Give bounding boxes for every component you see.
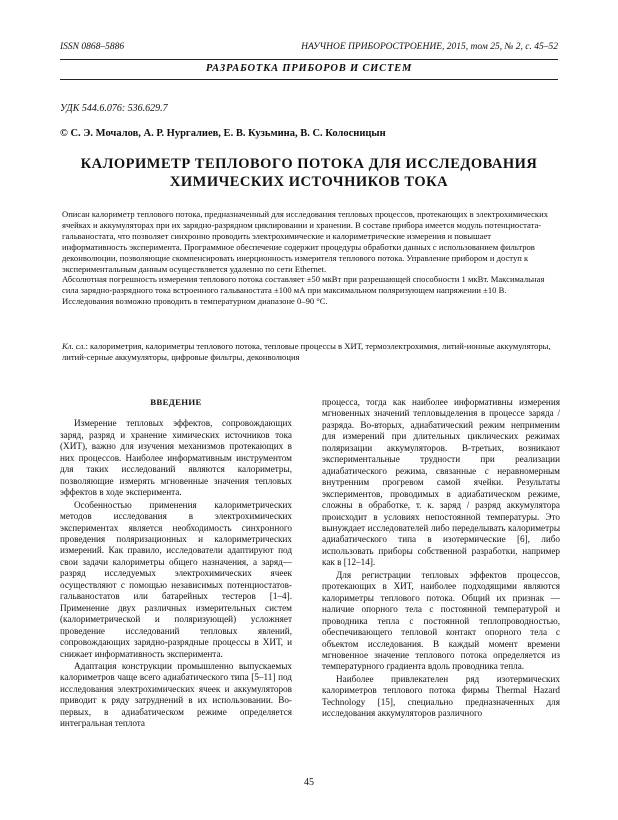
paper-title bbox=[60, 155, 558, 191]
udk-code: УДК 544.6.076: 536.629.7 bbox=[60, 103, 168, 114]
body-paragraph: Наиболее привлекателен ряд изотермических калориметров теплового потока фирмы Thermal Hazard Technology [15], специально предназначенных для исследования аккумуляторов различного bbox=[322, 673, 560, 719]
section-title: РАЗРАБОТКА ПРИБОРОВ И СИСТЕМ bbox=[205, 63, 413, 74]
right-column bbox=[322, 397, 560, 721]
keywords bbox=[62, 341, 558, 363]
title-line: КАЛОРИМЕТР ТЕПЛОВОГО ПОТОКА ДЛЯ ИССЛЕДОВАНИЯ bbox=[80, 156, 538, 172]
abstract-paragraph: Абсолютная погрешность измерения теплового потока составляет ±50 мкВт при разрешающей способности 1 мкВт. Максимальная сила зарядно-разрядного тока встроенного гальваностата ±100 мА при максимальном поляризующем напряжении ±10 В. Исследования возможно проводить в температурном диапазоне 0–90 °С. bbox=[62, 274, 545, 307]
page-number: 45 bbox=[304, 777, 314, 788]
body-paragraph: Особенностью применения калориметрических методов исследования в электрохимических экспериментах является необходимость синхронного проведения поляризационных и калориметрических измерений. Как правило, исследователи адаптируют под свои задачи калориметры общего назначения, а заряд—разряд исследуемых электрохимических ячеек осуществляют с помощью независимых потенциостатов-гальваностатов или батарейных тестеров [1–4]. Применение двух различных измерительных систем (калориметрической и поляризующей) усложняет проведение исследований тепловых явлений, сопровождающих зарядно-разрядные процессы в ХИТ, и снижает информативность эксперимента. bbox=[60, 499, 292, 659]
left-column bbox=[60, 397, 292, 731]
body-paragraph: Для регистрации тепловых эффектов процессов, протекающих в ХИТ, наиболее подходящими являются калориметры теплового потока. Общий их признак — наличие опорного тела с постоянной температурой и проводника тепла с постоянной теплопроводностью, обеспечивающего тепловой контакт опорного тела с объектом исследования. В каждый момент времени мгновенное значение теплового потока определяется из температурного градиента вдоль проводника тепла. bbox=[322, 569, 560, 672]
keywords-text: : калориметрия, калориметры теплового потока, тепловые процессы в ХИТ, термоэлектрохимия, литий-ионные аккумуляторы, литий-серные аккумуляторы, цифровые фильтры, деконволюция bbox=[62, 341, 551, 362]
authors: © С. Э. Мочалов, А. Р. Нургалиев, Е. В. Кузьмина, В. С. Колосницын bbox=[60, 128, 386, 139]
abstract bbox=[62, 209, 558, 307]
header-rule-top bbox=[60, 59, 558, 60]
title-line: ХИМИЧЕСКИХ ИСТОЧНИКОВ ТОКА bbox=[169, 174, 449, 190]
keywords-label: Кл. сл. bbox=[62, 341, 86, 351]
section-heading: ВВЕДЕНИЕ bbox=[150, 397, 202, 407]
body-paragraph: процесса, тогда как наиболее информативны измерения мгновенных значений тепловыделения в процессе заряда / разряда. Во-вторых, адиабатический режим неприменим для измерений при длительных циклических режимах поляризации аккумуляторов. В-третьих, возникают экспериментальные трудности при реализации адиабатического режима, связанные с неравномерным внутренним прогревом самой ячейки. Результаты экспериментов, проводимых в адиабатическом режиме, сложны в обработке, т. к. заряд / разряд аккумулятора происходит в условиях непостоянной температуры. Это вынуждает исследователей либо переделывать калориметры адиабатического типа в изотермические [6], либо использовать приборы собственной разработки, например как в [12–14]. bbox=[322, 397, 560, 568]
journal-citation: НАУЧНОЕ ПРИБОРОСТРОЕНИЕ, 2015, том 25, № 2, с. 45–52 bbox=[301, 42, 558, 52]
abstract-paragraph: Описан калориметр теплового потока, предназначенный для исследования тепловых процессов, протекающих в электрохимических ячейках и аккумуляторах при их зарядно-разрядном циклировании и хранении. В составе прибора имеется модуль потенциостата-гальваностата, что позволяет синхронно проводить электрохимические и калориметрические измерения и повышает информативность эксперимента. Программное обеспечение содержит процедуры обработки данных с использованием фильтров деконволюции, позволяющие скомпенсировать инерционность измерителя теплового потока. Управление прибором и доступ к экспериментальным данным осуществляется удаленно по сети Ethernet. bbox=[62, 209, 548, 274]
body-paragraph: Измерение тепловых эффектов, сопровождающих заряд, разряд и хранение химических источников тока (ХИТ), важно для изучения механизмов протекающих в них процессов. Наиболее информативным инструментом для таких исследований являются калориметры, позволяющие измерять мгновенные значения тепловых эффектов в ходе эксперимента. bbox=[60, 418, 292, 498]
issn: ISSN 0868–5886 bbox=[60, 42, 125, 52]
header-rule-bottom bbox=[60, 79, 558, 80]
body-paragraph: Адаптация конструкции промышленно выпускаемых калориметров чаще всего адиабатического типа [5–11] под исследования электрохимических ячеек и аккумуляторов приводит к ряду затруднений в их использовании. Во-первых, в адиабатическом режиме определяется интегральная теплота bbox=[60, 660, 292, 729]
